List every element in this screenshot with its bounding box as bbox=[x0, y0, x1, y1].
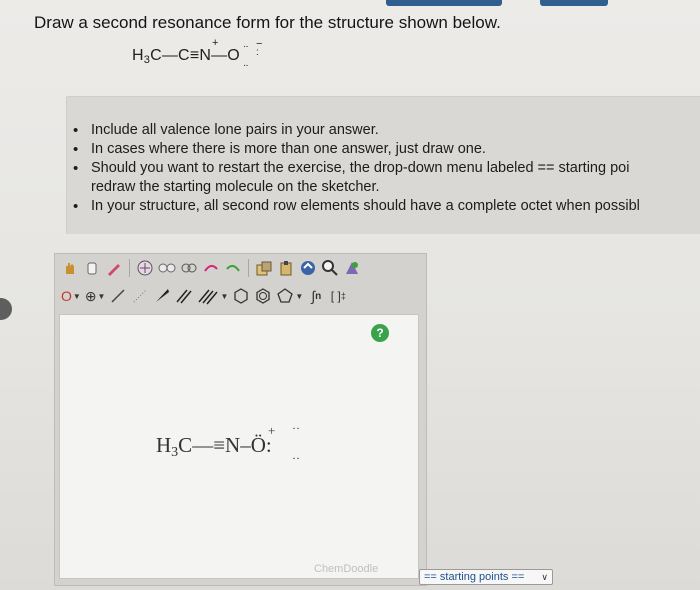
drawing-canvas[interactable] bbox=[59, 314, 419, 579]
canvas-molecule: $H_3C—\equiv N-Ö$: + ·· ·· bbox=[156, 421, 300, 465]
clean-icon[interactable] bbox=[343, 258, 361, 278]
add-charge-button[interactable]: ⊕ ▼ bbox=[84, 287, 106, 304]
copy-icon[interactable] bbox=[255, 258, 273, 278]
chevron-down-icon: ▼ bbox=[295, 291, 304, 301]
canvas-o-lone-pair-bottom: ·· bbox=[292, 451, 300, 465]
instructions-list bbox=[67, 121, 700, 216]
help-icon[interactable]: ? bbox=[371, 324, 389, 342]
canvas-n-charge: + bbox=[268, 423, 276, 438]
chevron-down-icon: ▼ bbox=[220, 291, 229, 301]
top-tab-right[interactable] bbox=[540, 0, 608, 6]
chain-icon[interactable] bbox=[180, 258, 198, 278]
redo-icon[interactable] bbox=[224, 258, 242, 278]
double-bond-icon[interactable] bbox=[175, 286, 193, 306]
instruction-item: • In your structure, all second row elements should have a complete octet when possibl bbox=[67, 197, 700, 216]
wedge-bond-icon[interactable] bbox=[153, 286, 171, 306]
triple-bond-icon[interactable] bbox=[197, 286, 228, 306]
instruction-item: • In cases where there is more than one answer, just draw one. bbox=[67, 140, 700, 159]
chemdoodle-watermark: ChemDoodle bbox=[314, 563, 379, 575]
paste-icon[interactable] bbox=[277, 258, 295, 278]
benzene-icon[interactable] bbox=[254, 286, 272, 306]
chemdoodle-sketcher bbox=[54, 253, 427, 586]
chevron-down-icon: ▼ bbox=[72, 291, 81, 301]
previous-nav-button[interactable] bbox=[0, 298, 12, 320]
o-lone-pair-top: ·· bbox=[243, 41, 248, 52]
given-structure: $H_3C—C\equiv N—O$ + − ·· ·· : bbox=[132, 37, 263, 71]
instruction-item: • Include all valence lone pairs in your answer. bbox=[67, 121, 700, 140]
starting-points-dropdown[interactable] bbox=[419, 569, 553, 585]
eraser-icon[interactable] bbox=[83, 258, 101, 278]
toolbar-separator bbox=[248, 259, 249, 277]
bracket-button[interactable]: [ ] ‡ bbox=[330, 289, 346, 303]
repeat-unit-button[interactable]: ∫ n bbox=[311, 288, 322, 304]
n-charge: + bbox=[212, 37, 219, 49]
canvas-o-lone-pair-top: ·· bbox=[292, 421, 300, 435]
top-tab-left[interactable] bbox=[386, 0, 502, 6]
question-prompt: Draw a second resonance form for the structure shown below. bbox=[34, 13, 501, 32]
o-charge: − bbox=[256, 38, 263, 50]
hexagon-icon[interactable] bbox=[232, 286, 250, 306]
template-icon[interactable] bbox=[158, 258, 176, 278]
charge-selector[interactable]: O ▼ bbox=[61, 288, 81, 304]
toolbar-row-1 bbox=[55, 256, 426, 280]
pentagon-icon[interactable] bbox=[276, 286, 303, 306]
instruction-item: • Should you want to restart the exercise, the drop-down menu labeled == starting poi redraw the starting molecule on the sketcher. bbox=[67, 159, 700, 197]
chevron-down-icon: ∨ bbox=[541, 572, 548, 582]
hash-bond-icon[interactable] bbox=[131, 286, 149, 306]
hand-icon[interactable] bbox=[61, 258, 79, 278]
single-bond-icon[interactable] bbox=[109, 286, 127, 306]
o-lone-pair-right: : bbox=[256, 47, 258, 58]
toolbar-row-2 bbox=[55, 284, 426, 308]
rotate-icon[interactable] bbox=[299, 258, 317, 278]
zoom-icon[interactable] bbox=[321, 258, 339, 278]
dropdown-value: == starting points == bbox=[424, 571, 525, 583]
o-lone-pair-bottom: ·· bbox=[243, 60, 248, 71]
instructions-panel bbox=[66, 96, 700, 234]
ring-icon[interactable] bbox=[136, 258, 154, 278]
pencil-icon[interactable] bbox=[105, 258, 123, 278]
top-strip bbox=[0, 0, 700, 6]
undo-icon[interactable] bbox=[202, 258, 220, 278]
chevron-down-icon: ▼ bbox=[97, 291, 106, 301]
toolbar-separator bbox=[129, 259, 130, 277]
